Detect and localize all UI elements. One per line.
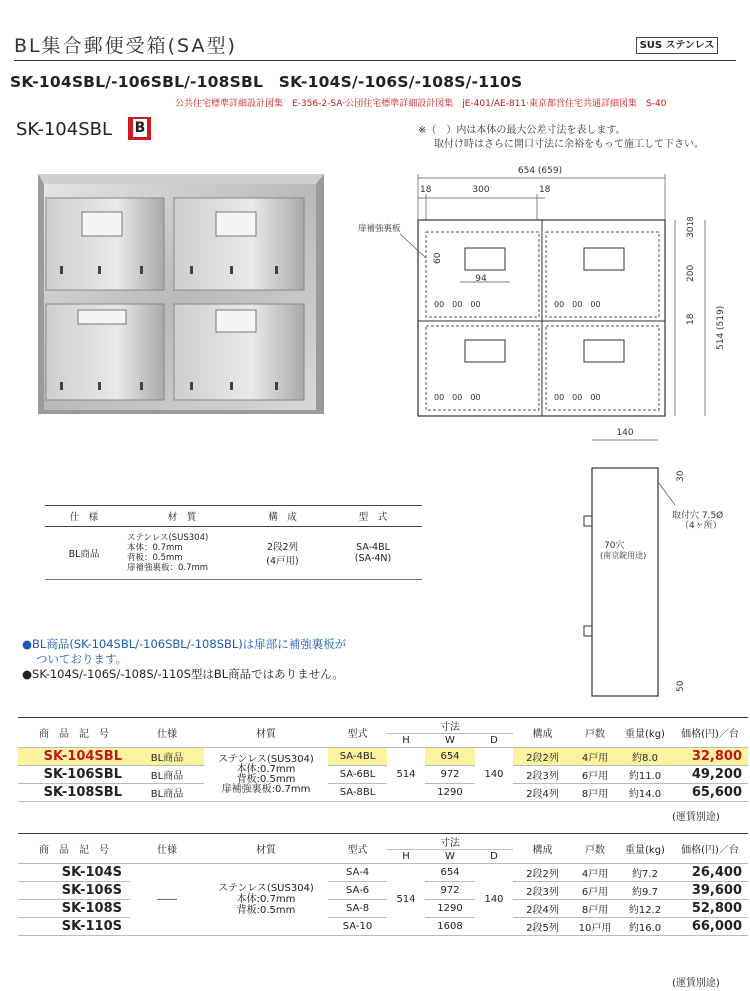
- spec-row-material: [123, 527, 241, 580]
- t2-code: SK-110S: [18, 918, 130, 936]
- spec-material-line: 本体：0.7mm: [127, 543, 183, 553]
- svg-text:00 00 00: 00 00 00: [554, 393, 601, 402]
- t2-header-type: 型式: [328, 834, 387, 864]
- t2-header-price: 価格(円)／台: [672, 834, 748, 864]
- photo-door-1: [46, 198, 164, 290]
- t1-comp: 2段3列: [513, 766, 572, 784]
- t2-h: 514: [387, 864, 425, 936]
- t2-units: 8戸用: [572, 900, 618, 918]
- t1-d: 140: [475, 748, 513, 802]
- drawing-door-2: [546, 232, 659, 317]
- t2-code: SK-108S: [18, 900, 130, 918]
- t2-price: 39,600: [672, 882, 748, 900]
- t1-type: SA-4BL: [328, 748, 387, 766]
- bl-mark-letter: B: [134, 120, 146, 136]
- t1-shipping-note: (運賃別途): [672, 812, 720, 823]
- t1-material-line: 扉補強裏板:0.7mm: [221, 783, 311, 795]
- spec-row-type: [324, 527, 422, 580]
- t2-header-code: 商 品 記 号: [18, 834, 130, 864]
- dim-60: 60: [433, 252, 443, 264]
- dim-94: 94: [475, 274, 487, 284]
- t1-weight: 約14.0: [618, 784, 672, 802]
- table-row: [18, 766, 748, 784]
- t2-header-spec: 仕様: [130, 834, 204, 864]
- spec-material-line: ステンレス(SUS304): [127, 533, 209, 543]
- t1-units: 4戸用: [572, 748, 618, 766]
- t2-header-dims: 寸法: [387, 834, 513, 850]
- t1-header-comp: 構成: [513, 718, 572, 748]
- svg-text:00 00 00: 00 00 00: [434, 300, 481, 309]
- t2-code: SK-106S: [18, 882, 130, 900]
- t1-header-h: H: [387, 734, 425, 748]
- t2-header-d: D: [475, 850, 513, 864]
- models-line: SK-104SBL/-106SBL/-108SBL SK-104S/-106S/-108S/-110S: [10, 73, 523, 91]
- price-table-bl: [18, 717, 748, 802]
- spec-type-line: SA-4BL: [356, 542, 390, 553]
- photo-door-2: [174, 198, 304, 290]
- t2-header-comp: 構成: [513, 834, 572, 864]
- dim-total-width: 654 (659): [517, 166, 563, 176]
- t1-header-units: 戸数: [572, 718, 618, 748]
- bullet-notes: [22, 637, 346, 682]
- t1-units: 6戸用: [572, 766, 618, 784]
- hole70-label: 70穴: [604, 541, 625, 551]
- t1-price: 49,200: [672, 766, 748, 784]
- t1-header-type: 型式: [328, 718, 387, 748]
- t1-type: SA-8BL: [328, 784, 387, 802]
- t2-comp: 2段3列: [513, 882, 572, 900]
- note-line-1: ※（ ）内は本体の最大公差寸法を表します。: [418, 125, 626, 136]
- dimension-notes: [418, 124, 704, 152]
- drawing-door-4: [546, 326, 659, 410]
- t2-weight: 約16.0: [618, 918, 672, 936]
- t1-material: [204, 748, 328, 802]
- svg-text:00 00 00: 00 00 00: [434, 393, 481, 402]
- t1-header-material: 材質: [204, 718, 328, 748]
- t1-weight: 約8.0: [618, 748, 672, 766]
- t2-header-units: 戸数: [572, 834, 618, 864]
- t2-comp: 2段2列: [513, 864, 572, 882]
- t1-type: SA-6BL: [328, 766, 387, 784]
- header-divider: [14, 60, 736, 61]
- dim-30: 30: [686, 226, 696, 238]
- drawing-door-3: [426, 326, 539, 410]
- t2-weight: 約12.2: [618, 900, 672, 918]
- table-row: [18, 784, 748, 802]
- side-view-body: [592, 468, 658, 696]
- dim-side-30: 30: [676, 470, 686, 482]
- t1-comp: 2段2列: [513, 748, 572, 766]
- photo-door-3: [46, 304, 164, 400]
- t2-header-w: W: [425, 850, 475, 864]
- dim-200: 200: [686, 264, 696, 282]
- spec-table: [45, 505, 422, 580]
- t1-material-line: 本体:0.7mm: [236, 763, 296, 775]
- spec-row-spec: BL商品: [45, 527, 123, 580]
- t1-header-weight: 重量(kg): [618, 718, 672, 748]
- label-reinforcement-plate: 扉補強裏板: [358, 224, 401, 234]
- spec-composition-line: (4戸用): [266, 556, 299, 567]
- t2-material: [204, 864, 328, 936]
- spec-header-type: 型 式: [324, 506, 422, 527]
- t1-units: 8戸用: [572, 784, 618, 802]
- table-row: [18, 918, 748, 936]
- note-line-2: 取付け時はさらに開口寸法に余裕をもって施工して下さい。: [434, 139, 704, 150]
- bl-mark-logo: [128, 117, 151, 140]
- t2-header-h: H: [387, 850, 425, 864]
- t2-type: SA-6: [328, 882, 387, 900]
- spec-header-spec: 仕 様: [45, 506, 123, 527]
- dim-18-left: 18: [420, 185, 432, 195]
- t1-spec: BL商品: [130, 766, 204, 784]
- t2-weight: 約7.2: [618, 864, 672, 882]
- t2-w: 1290: [425, 900, 475, 918]
- t1-w: 654: [425, 748, 475, 766]
- t2-d: 140: [475, 864, 513, 936]
- t2-type: SA-4: [328, 864, 387, 882]
- dim-total-height: 514 (519): [716, 305, 726, 350]
- t1-code: SK-108SBL: [18, 784, 130, 802]
- dim-18-top: 18: [686, 216, 695, 226]
- spec-material-line: 扉補強裏板：0.7mm: [127, 563, 209, 573]
- spec-header-material: 材 質: [123, 506, 241, 527]
- t1-spec: BL商品: [130, 784, 204, 802]
- t2-type: SA-8: [328, 900, 387, 918]
- main-model-label: SK-104SBL: [16, 119, 112, 140]
- svg-text:00 00 00: 00 00 00: [554, 300, 601, 309]
- t1-w: 1290: [425, 784, 475, 802]
- t2-units: 6戸用: [572, 882, 618, 900]
- t2-w: 654: [425, 864, 475, 882]
- t2-material-line: 本体:0.7mm: [236, 894, 296, 905]
- t1-price: 65,600: [672, 784, 748, 802]
- dim-side-depth: 140: [616, 428, 634, 438]
- t2-comp: 2段4列: [513, 900, 572, 918]
- spec-material-line: 背板：0.5mm: [127, 553, 183, 563]
- t2-w: 1608: [425, 918, 475, 936]
- photo-door-4: [174, 304, 304, 400]
- t2-comp: 2段5列: [513, 918, 572, 936]
- t2-material-line: ステンレス(SUS304): [218, 883, 314, 894]
- t2-units: 10戸用: [572, 918, 618, 936]
- bullet-bl-line-2: ついております。: [36, 652, 128, 666]
- t1-spec: BL商品: [130, 748, 204, 766]
- t2-price: 26,400: [672, 864, 748, 882]
- t1-weight: 約11.0: [618, 766, 672, 784]
- t1-code: SK-104SBL: [18, 748, 130, 766]
- t1-header-d: D: [475, 734, 513, 748]
- t1-price: 32,800: [672, 748, 748, 766]
- t1-header-code: 商 品 記 号: [18, 718, 130, 748]
- t2-weight: 約9.7: [618, 882, 672, 900]
- spec-type-line: (SA-4N): [354, 553, 392, 564]
- hole70-note: (南京錠用途): [600, 551, 647, 560]
- t1-material-line: 背板:0.5mm: [236, 773, 296, 785]
- t2-header-material: 材質: [204, 834, 328, 864]
- t1-header-w: W: [425, 734, 475, 748]
- page-title: BL集合郵便受箱(SA型): [14, 35, 237, 57]
- t1-header-spec: 仕様: [130, 718, 204, 748]
- table-row: [18, 882, 748, 900]
- t2-material-line: 背板:0.5mm: [236, 905, 296, 916]
- spec-row-composition: [241, 527, 324, 580]
- hole-count: （4ヶ所）: [680, 521, 722, 531]
- t2-header-weight: 重量(kg): [618, 834, 672, 864]
- t2-price: 52,800: [672, 900, 748, 918]
- dim-side-50: 50: [676, 680, 686, 692]
- t1-h: 514: [387, 748, 425, 802]
- t2-spec-dash: ――: [130, 864, 204, 936]
- t2-units: 4戸用: [572, 864, 618, 882]
- spec-composition-line: 2段2列: [266, 542, 299, 553]
- dim-18-right: 18: [539, 185, 551, 195]
- t2-type: SA-10: [328, 918, 387, 936]
- t2-code: SK-104S: [18, 864, 130, 882]
- t1-header-dims: 寸法: [387, 718, 513, 734]
- t1-w: 972: [425, 766, 475, 784]
- t2-w: 972: [425, 882, 475, 900]
- t2-shipping-note: (運賃別途): [672, 978, 720, 989]
- hole-label: 取付穴 7.5Ø: [672, 511, 724, 521]
- table-row: [18, 748, 748, 766]
- references-line: 公共住宅標準詳細設計図集 E-356-2-SA·公団住宅標準詳細設計図集 jE-401/AE-811·東京都営住宅共通詳細図集 S-40: [175, 99, 667, 109]
- product-photo: [30, 170, 330, 430]
- bullet-bl-line-1: ●BL商品(SK-104SBL/-106SBL/-108SBL)は扉部に補強裏板が: [22, 637, 347, 651]
- table-row: [18, 864, 748, 882]
- t1-comp: 2段4列: [513, 784, 572, 802]
- bullet-non-bl: ●SK-104S/-106S/-108S/-110S型はBL商品ではありません。: [22, 667, 344, 681]
- t1-material-line: ステンレス(SUS304): [218, 753, 314, 765]
- t1-header-price: 価格(円)／台: [672, 718, 748, 748]
- dim-18-mid: 18: [686, 313, 696, 325]
- material-badge: SUS ステンレス: [636, 37, 718, 54]
- t1-code: SK-106SBL: [18, 766, 130, 784]
- price-table-standard: [18, 833, 748, 936]
- dim-300: 300: [472, 185, 490, 195]
- t2-price: 66,000: [672, 918, 748, 936]
- spec-header-composition: 構 成: [241, 506, 324, 527]
- table-row: [18, 900, 748, 918]
